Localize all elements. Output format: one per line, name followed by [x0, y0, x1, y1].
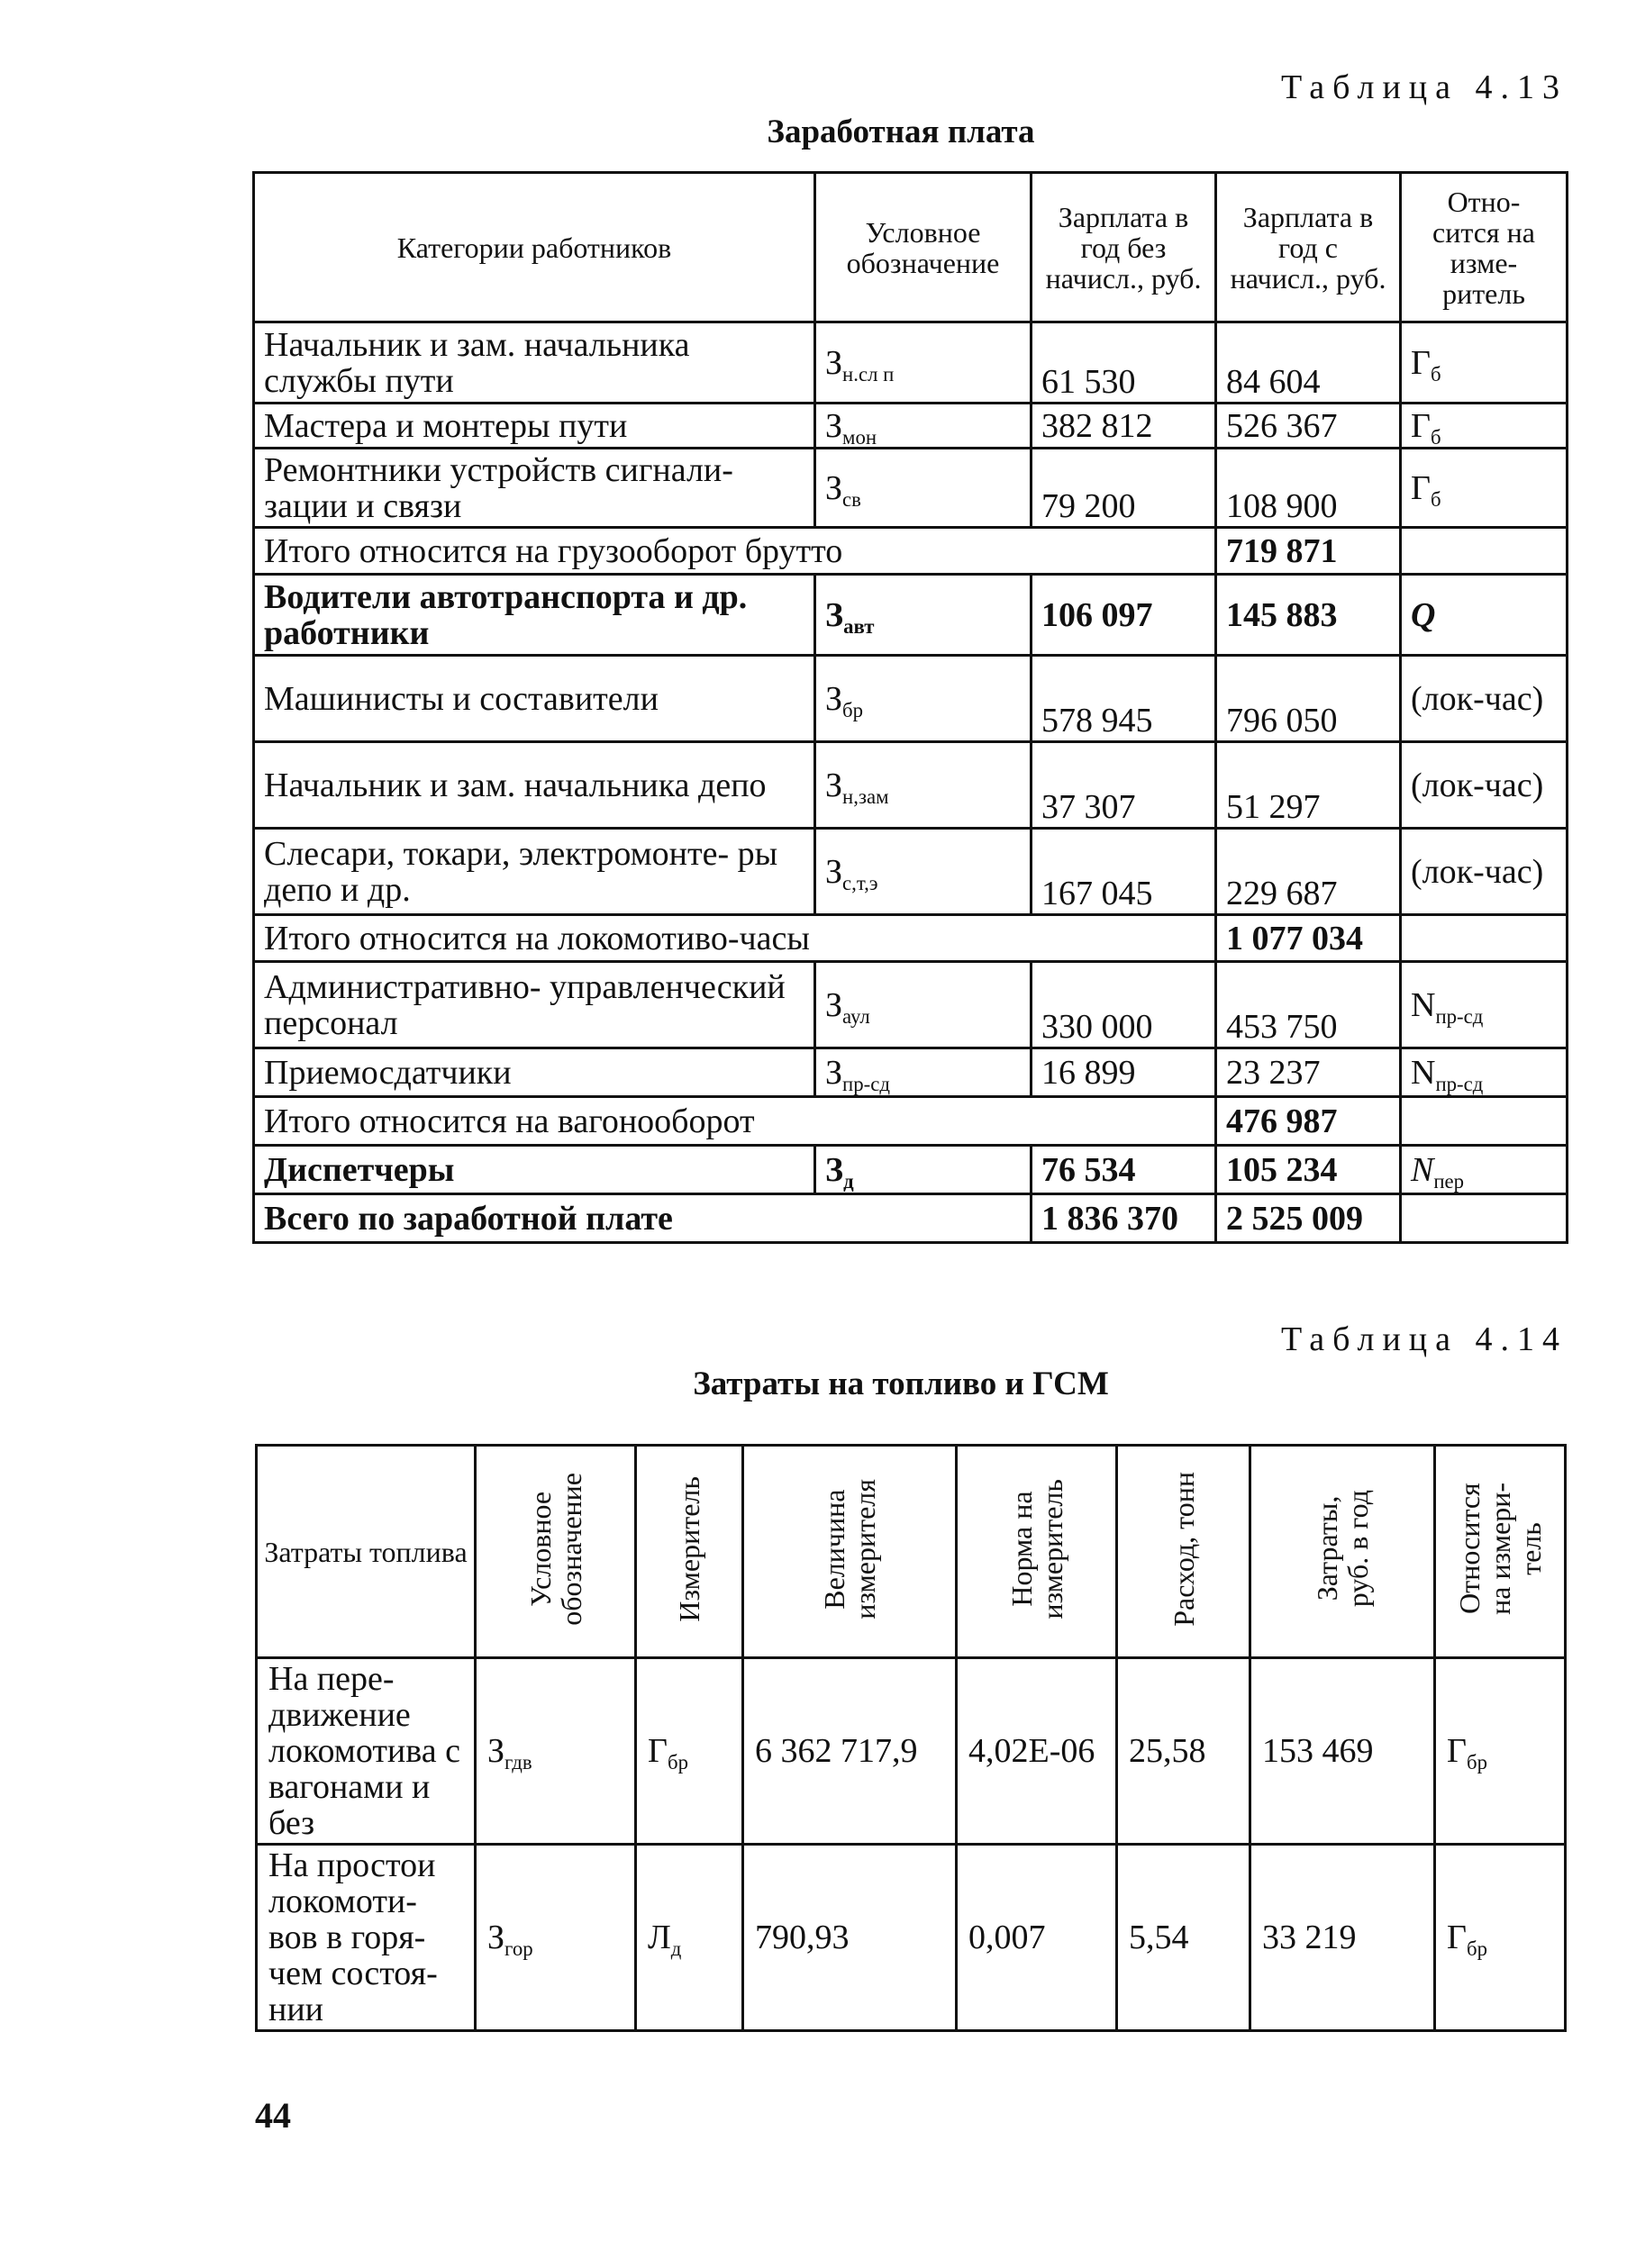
- salary-no-accruals: 106 097: [1032, 575, 1216, 656]
- salary-with-accruals: 108 900: [1216, 449, 1401, 528]
- table-row: [257, 1658, 1566, 1845]
- meter-cell: $N_{пер}$: [1401, 1146, 1568, 1194]
- header-cell: Отно- сится на изме- ритель: [1401, 173, 1568, 322]
- table-row: [254, 449, 1568, 528]
- salary-no-accruals: 167 045: [1032, 829, 1216, 915]
- category-cell: Водители автотранспорта и др. работники: [254, 575, 815, 656]
- salary-no-accruals: 382 812: [1032, 404, 1216, 449]
- meter-size-cell: 6 362 717,9: [743, 1658, 957, 1845]
- subtotal-row: [254, 528, 1568, 575]
- table-row: [254, 656, 1568, 742]
- table-row: [257, 1845, 1566, 2031]
- table1-title: Заработная плата: [767, 113, 1035, 150]
- header-cell: Затраты, руб. в год: [1250, 1446, 1435, 1658]
- salary-no-accruals: 79 200: [1032, 449, 1216, 528]
- category-cell: Мастера и монтеры пути: [254, 404, 815, 449]
- table2-title: Затраты на топливо и ГСМ: [693, 1365, 1109, 1402]
- relates-cell: $Г_{бр}$: [1435, 1658, 1566, 1845]
- symbol-cell: $З_{бр}$: [815, 656, 1032, 742]
- table2-label: Таблица 4.14: [1280, 1320, 1568, 1358]
- table-row: [254, 829, 1568, 915]
- table-header-row: [257, 1446, 1566, 1658]
- category-cell: Слесари, токари, электромонте- ры депо и др.: [254, 829, 815, 915]
- salary-with-accruals: 84 604: [1216, 322, 1401, 404]
- salary-table: [252, 171, 1568, 1244]
- table-row: [254, 1048, 1568, 1097]
- salary-with-accruals: 796 050: [1216, 656, 1401, 742]
- category-cell: Административно- управленческий персонал: [254, 962, 815, 1048]
- empty-cell: [1401, 1097, 1568, 1146]
- symbol-cell: $З_д$: [815, 1146, 1032, 1194]
- fuel-costs-table: [255, 1444, 1567, 2032]
- table-row: [254, 962, 1568, 1048]
- consumption-cell: 5,54: [1117, 1845, 1250, 2031]
- cost-cell: На пере- движение локомотива с вагонами и без: [257, 1658, 476, 1845]
- symbol-cell: $З_{гор}$: [476, 1845, 636, 2031]
- subtotal-label: Итого относится на локомотиво-часы: [254, 915, 1216, 962]
- symbol-cell: $З_{аул}$: [815, 962, 1032, 1048]
- table-row: [254, 575, 1568, 656]
- meter-cell: $Г_б$: [1401, 322, 1568, 404]
- grand-total-row: [254, 1194, 1568, 1243]
- empty-cell: [1401, 1194, 1568, 1243]
- meter-cell: $N_{пр-сд}$: [1401, 962, 1568, 1048]
- table-row: [254, 742, 1568, 829]
- table-row: [254, 322, 1568, 404]
- costs-cell: 33 219: [1250, 1845, 1435, 2031]
- grand-total-label: Всего по заработной плате: [254, 1194, 1032, 1243]
- meter-cell: (лок-час): [1401, 656, 1568, 742]
- header-cell: Условное обозначение: [815, 173, 1032, 322]
- symbol-cell: $З_{авт}$: [815, 575, 1032, 656]
- symbol-cell: $З_{гдв}$: [476, 1658, 636, 1845]
- symbol-cell: $З_{с,т,э}$: [815, 829, 1032, 915]
- table-row: [254, 404, 1568, 449]
- meter-cell: (лок-час): [1401, 742, 1568, 829]
- category-cell: Диспетчеры: [254, 1146, 815, 1194]
- table-row: [254, 1146, 1568, 1194]
- subtotal-row: [254, 915, 1568, 962]
- header-cell: Затраты топлива: [257, 1446, 476, 1658]
- symbol-cell: $З_{н,зам}$: [815, 742, 1032, 829]
- subtotal-value: 476 987: [1216, 1097, 1401, 1146]
- symbol-cell: $З_{н.сл п}$: [815, 322, 1032, 404]
- category-cell: Начальник и зам. начальника депо: [254, 742, 815, 829]
- subtotal-value: 1 077 034: [1216, 915, 1401, 962]
- subtotal-label: Итого относится на грузооборот брутто: [254, 528, 1216, 575]
- relates-cell: $Г_{бр}$: [1435, 1845, 1566, 2031]
- header-cell: Категории работников: [254, 173, 815, 322]
- salary-no-accruals: 578 945: [1032, 656, 1216, 742]
- salary-with-accruals: 453 750: [1216, 962, 1401, 1048]
- category-cell: Машинисты и составители: [254, 656, 815, 742]
- norm-cell: 0,007: [957, 1845, 1117, 2031]
- category-cell: Ремонтники устройств сигнали- зации и связи: [254, 449, 815, 528]
- subtotal-value: 719 871: [1216, 528, 1401, 575]
- empty-cell: [1401, 528, 1568, 575]
- grand-total-no-accruals: 1 836 370: [1032, 1194, 1216, 1243]
- costs-cell: 153 469: [1250, 1658, 1435, 1845]
- meter-cell: $Г_{бр}$: [636, 1658, 743, 1845]
- category-cell: Начальник и зам. начальника службы пути: [254, 322, 815, 404]
- salary-with-accruals: 526 367: [1216, 404, 1401, 449]
- meter-cell: $Л_д$: [636, 1845, 743, 2031]
- meter-cell: $Г_б$: [1401, 449, 1568, 528]
- salary-no-accruals: 76 534: [1032, 1146, 1216, 1194]
- salary-with-accruals: 51 297: [1216, 742, 1401, 829]
- header-cell: Измеритель: [636, 1446, 743, 1658]
- header-cell: Условное обозначение: [476, 1446, 636, 1658]
- header-cell: Относится на измери- тель: [1435, 1446, 1566, 1658]
- salary-no-accruals: 330 000: [1032, 962, 1216, 1048]
- salary-no-accruals: 61 530: [1032, 322, 1216, 404]
- salary-with-accruals: 229 687: [1216, 829, 1401, 915]
- salary-with-accruals: 23 237: [1216, 1048, 1401, 1097]
- norm-cell: 4,02E-06: [957, 1658, 1117, 1845]
- meter-cell: $N_{пр-сд}$: [1401, 1048, 1568, 1097]
- page-number: 44: [255, 2095, 291, 2136]
- cost-cell: На простои локомоти- вов в горя- чем состоя- нии: [257, 1845, 476, 2031]
- header-cell: Зарплата в год без начисл., руб.: [1032, 173, 1216, 322]
- table1-label: Таблица 4.13: [1280, 68, 1568, 106]
- meter-cell: $Г_б$: [1401, 404, 1568, 449]
- subtotal-row: [254, 1097, 1568, 1146]
- symbol-cell: $З_{св}$: [815, 449, 1032, 528]
- grand-total-with-accruals: 2 525 009: [1216, 1194, 1401, 1243]
- salary-with-accruals: 105 234: [1216, 1146, 1401, 1194]
- symbol-cell: $З_{мон}$: [815, 404, 1032, 449]
- table-header-row: [254, 173, 1568, 322]
- header-cell: Расход, тонн: [1117, 1446, 1250, 1658]
- meter-cell: Q: [1401, 575, 1568, 656]
- salary-no-accruals: 16 899: [1032, 1048, 1216, 1097]
- consumption-cell: 25,58: [1117, 1658, 1250, 1845]
- subtotal-label: Итого относится на вагонооборот: [254, 1097, 1216, 1146]
- meter-size-cell: 790,93: [743, 1845, 957, 2031]
- header-cell: Зарплата в год с начисл., руб.: [1216, 173, 1401, 322]
- empty-cell: [1401, 915, 1568, 962]
- meter-cell: (лок-час): [1401, 829, 1568, 915]
- header-cell: Норма на измеритель: [957, 1446, 1117, 1658]
- category-cell: Приемосдатчики: [254, 1048, 815, 1097]
- header-cell: Величина измерителя: [743, 1446, 957, 1658]
- salary-no-accruals: 37 307: [1032, 742, 1216, 829]
- symbol-cell: $З_{пр-сд}$: [815, 1048, 1032, 1097]
- salary-with-accruals: 145 883: [1216, 575, 1401, 656]
